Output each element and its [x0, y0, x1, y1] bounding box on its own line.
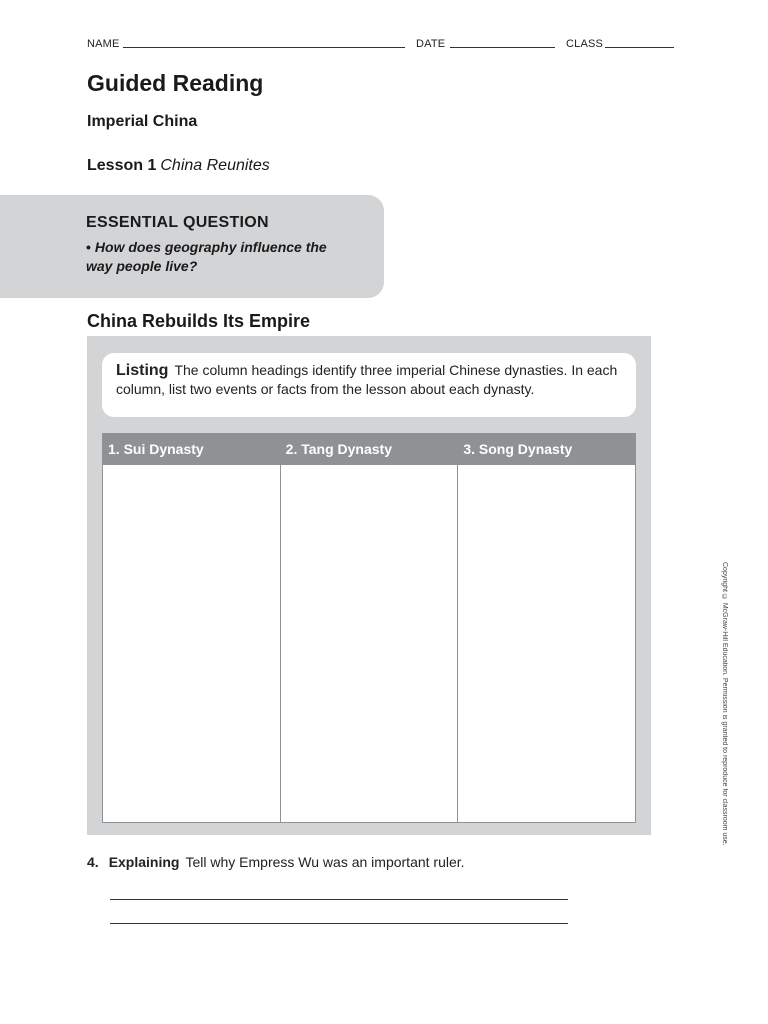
dynasty-column-tang — [281, 434, 459, 822]
column-header: 2. Tang Dynasty — [281, 434, 458, 465]
bullet-icon: • — [86, 239, 91, 255]
name-label: NAME — [87, 38, 120, 50]
essential-question-item — [86, 238, 356, 276]
question-4 — [87, 854, 465, 870]
question-text: Tell why Empress Wu was an important ruler. — [185, 854, 465, 870]
copyright-notice: Copyright © McGraw-Hill Education. Permission is granted to reproduce for classroom use. — [721, 562, 728, 846]
question-keyword: Explaining — [108, 854, 180, 870]
date-label: DATE — [416, 38, 446, 50]
essential-question-heading: ESSENTIAL QUESTION — [86, 214, 269, 231]
class-field-line[interactable] — [605, 47, 674, 48]
lesson-heading — [87, 157, 270, 175]
instructions-text: The column headings identify three imperial Chinese dynasties. In each column, list two events or facts from the lesson about each dynasty. — [116, 362, 618, 397]
page-title: Guided Reading — [87, 70, 264, 96]
dynasty-column-sui — [103, 434, 281, 822]
instructions-keyword: Listing — [116, 362, 169, 379]
dynasty-table — [102, 433, 636, 823]
lesson-name: China Reunites — [160, 157, 270, 174]
question-number: 4. — [87, 854, 99, 870]
section-title: China Rebuilds Its Empire — [87, 311, 311, 331]
answer-cell-tang[interactable] — [281, 465, 458, 822]
class-label: CLASS — [566, 38, 604, 50]
instructions-box — [102, 353, 636, 417]
column-header: 3. Song Dynasty — [458, 434, 635, 465]
dynasty-column-song — [458, 434, 635, 822]
essential-question-text: How does geography influence the way people live? — [86, 239, 327, 274]
date-field-line[interactable] — [450, 47, 555, 48]
answer-cell-sui[interactable] — [103, 465, 280, 822]
answer-cell-song[interactable] — [458, 465, 635, 822]
lesson-number: Lesson 1 — [87, 157, 157, 174]
answer-line-1[interactable] — [110, 899, 568, 900]
page-subtitle: Imperial China — [87, 113, 198, 130]
answer-line-2[interactable] — [110, 923, 568, 924]
column-header: 1. Sui Dynasty — [103, 434, 280, 465]
name-field-line[interactable] — [123, 47, 405, 48]
